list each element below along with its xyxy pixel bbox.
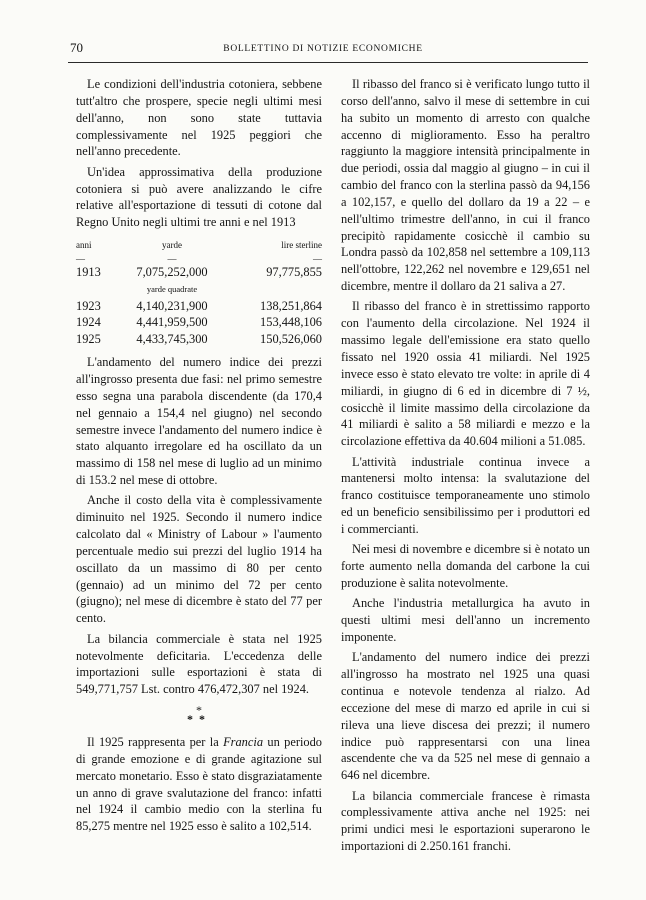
- unit-note: yarde quadrate: [146, 283, 198, 294]
- paragraph: Nei mesi di novembre e dicembre si è notato un forte aumento nella domanda del carbone la cui produzione è salita notevolmente.: [341, 542, 590, 590]
- table-dash-row: [76, 254, 322, 264]
- paragraph: Le condizioni dell'industria cotoniera, sebbene tutt'altro che prospere, specie negli ultimi mesi dell'anno, non sono state tuttavia complessivamente nel 1925 peggiori che nell'anno precedente.: [76, 77, 322, 159]
- table-cell-year: 1923: [76, 298, 101, 313]
- table-dash: —: [167, 253, 177, 264]
- text-run: un periodo di grande emozione e di grande agitazione sul mercato monetario. Esso è stato disgraziatamente un anno di grave svalutazione del franco: infatti nel 1924 il cambio medio con la sterlina fu 85,275 mentre nel 1925 esso è salito a 102,514.: [76, 735, 323, 834]
- table-cell-year: 1913: [76, 264, 101, 279]
- table-row: [76, 264, 322, 281]
- country-name: Francia: [223, 735, 264, 750]
- paragraph: L'andamento del numero indice dei prezzi all'ingrosso ha mostrato nel 1925 una quasi continua e notevole tendenza al rialzo. Ad eccezione del mese di marzo ed aprile in cui si rileva una lieve discesa dei prezzi; il numero indice può rappresentarsi con una linea ascendente che va da 525 nel mese di gennaio a 646 nel dicembre.: [341, 650, 590, 783]
- table-header: yarde: [162, 240, 182, 251]
- running-title: BOLLETTINO DI NOTIZIE ECONOMICHE: [223, 44, 423, 54]
- cotton-export-table: [76, 237, 322, 348]
- table-header-row: [76, 237, 322, 254]
- header-rule: [68, 62, 588, 63]
- page-number: 70: [70, 40, 83, 55]
- paragraph: Il ribasso del franco è in strettissimo rapporto con l'aumento della circolazione. Nel 1924 il massimo legale dell'emissione era stato quello fissato nel 1920 ossia 41 miliardi. Nel 1925 invece esso è stato elevato tre volte: in aprile di 4 miliardi, in giugno di 6 ed in dicembre di 7 ½, cosicchè il limite massimo della circolazione da 41 miliardi è salito a 58 miliardi e mezzo e la circolazione effettiva da 40.604 milioni a 51.085.: [341, 299, 590, 449]
- table-header: anni: [76, 240, 92, 251]
- table-header: lire sterline: [281, 240, 322, 251]
- table-row: [76, 298, 322, 315]
- section-separator: [76, 703, 322, 727]
- table-cell-yards: 4,433,745,300: [136, 332, 208, 347]
- table-dash: —: [313, 253, 322, 264]
- table-unit-row: [76, 281, 322, 298]
- table-cell-year: 1925: [76, 332, 101, 347]
- separator-star: *: [196, 703, 202, 718]
- paragraph: Un'idea approssimativa della produzione cotoniera si può avere analizzando le cifre relative all'esportazione di tessuti di cotone dal Regno Unito negli ultimi tre anni e nel 1913: [76, 164, 322, 230]
- table-cell-yards: 4,140,231,900: [136, 298, 208, 313]
- paragraph: Anche il costo della vita è complessivamente diminuito nel 1925. Secondo il numero indice calcolato dal « Ministry of Labour » l'aumento percentuale medio sui prezzi del luglio 1914 ha oscillato da un massimo di 80 per cento (gennaio) ad un minimo del 72 per cento (giugno); nel mese di dicembre è stato del 77 per cento.: [76, 493, 322, 626]
- right-column: [341, 76, 590, 858]
- paragraph: La bilancia commerciale è stata nel 1925 notevolmente deficitaria. L'eccedenza delle importazioni sulle esportazioni è stata di 549,771,757 Lst. contro 476,472,307 nel 1924.: [76, 631, 322, 697]
- paragraph: Anche l'industria metallurgica ha avuto in questi ultimi mesi dell'anno un incremento imponente.: [341, 596, 590, 644]
- paragraph: La bilancia commerciale francese è rimasta complessivamente attiva anche nel 1925: nei primi undici mesi le esportazioni superarono le importazioni di 2.250.161 franchi.: [341, 788, 590, 854]
- table-cell-yards: 4,441,959,500: [136, 315, 208, 330]
- table-cell-pounds: 153,448,106: [260, 315, 322, 330]
- table-row: [76, 331, 322, 348]
- paragraph: L'attività industriale continua invece a mantenersi molto intensa: la svalutazione del franco costituisce temporaneamente uno stimolo ed un beneficio sensibilissimo per i produttori ed i commercianti.: [341, 454, 590, 536]
- separator-star: *: [187, 712, 199, 727]
- paragraph: L'andamento del numero indice dei prezzi all'ingrosso presenta due fasi: nel primo semestre esso segna una parabola discendente (da 170,4 nel gennaio a 154,4 nel giugno) nel secondo semestre invece l'andamento del numero indice è stato alquanto irregolare ed ha oscillato da un massimo di 158 nel mese di luglio ad un minimo di 153.2 nel mese di ottobre.: [76, 355, 322, 488]
- paragraph: [76, 734, 322, 835]
- table-row: [76, 314, 322, 331]
- table-cell-yards: 7,075,252,000: [136, 264, 208, 279]
- table-cell-year: 1924: [76, 315, 101, 330]
- separator-star: *: [199, 712, 211, 727]
- table-cell-pounds: 97,775,855: [266, 264, 322, 279]
- left-column: [76, 76, 322, 839]
- separator-star-row: [76, 712, 322, 727]
- table-cell-pounds: 150,526,060: [260, 332, 322, 347]
- table-cell-pounds: 138,251,864: [260, 298, 322, 313]
- text-run: Il 1925 rappresenta per la: [87, 735, 224, 750]
- table-dash: —: [76, 253, 85, 264]
- paragraph: Il ribasso del franco si è verificato lungo tutto il corso dell'anno, salvo il mese di settembre in cui ha subito un momento di arresto con qualche accenno di miglioramento. Esso ha peraltro raggiunto la maggiore intensità principalmente in due periodi, ossia dal maggio al giugno – in cui il cambio del franco con la sterlina passò da 94,156 a 102,157, e quello del dollaro da 19 a 22 – e nell'ultimo trimestre dell'anno, in cui il franco precipitò rapidamente cosicchè il cambio su Londra passò da 102,858 nel settembre a 109,113 nell'ottobre, 122,262 nel novembre e 129,651 nel dicembre, mentre il dollaro da 21 saliva a 27.: [341, 77, 590, 294]
